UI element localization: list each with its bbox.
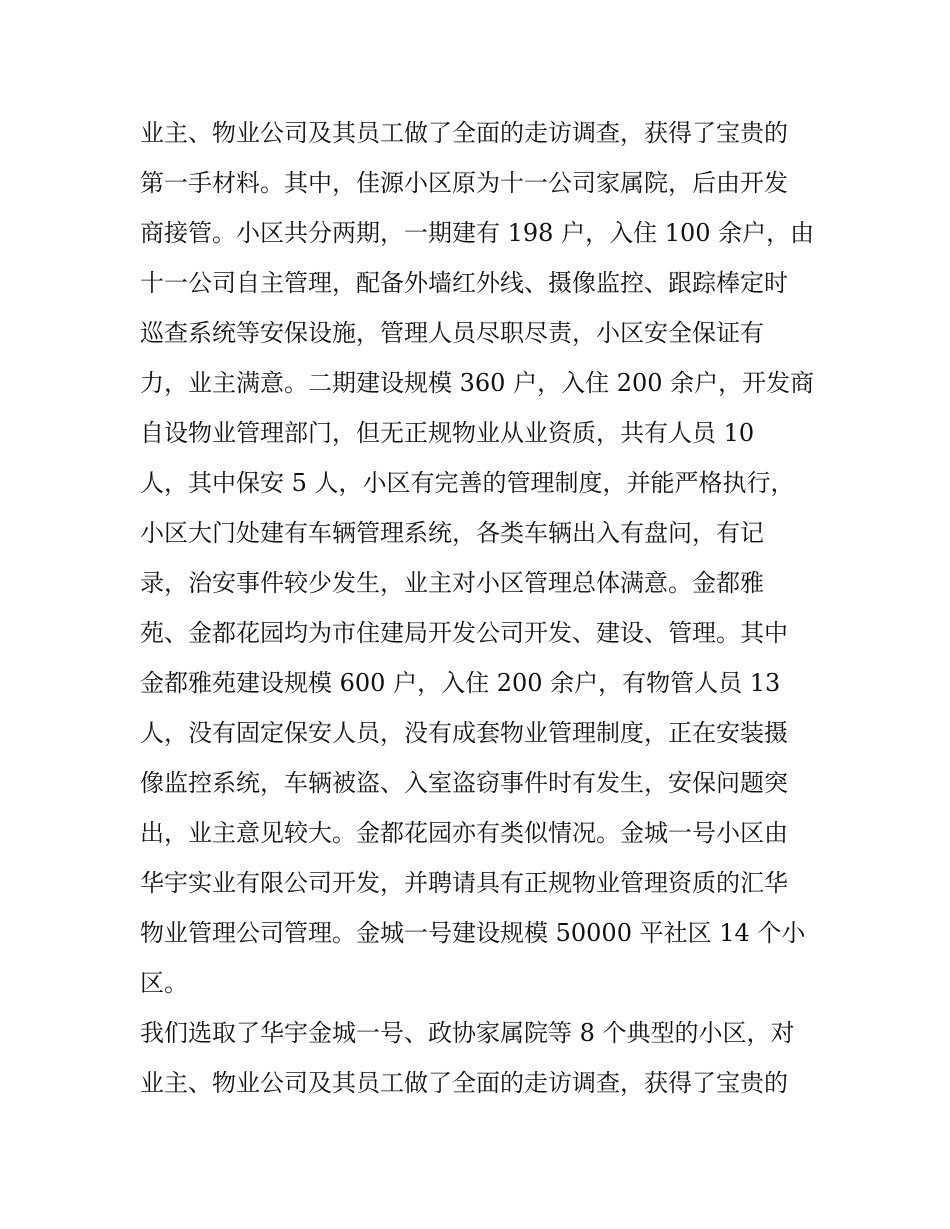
text-line: 力，业主满意。二期建设规模 360 户，入住 200 余户，开发商 (140, 369, 815, 397)
text-line: 业主、物业公司及其员工做了全面的走访调查，获得了宝贵的 (140, 119, 788, 147)
text-line: 区。 (140, 969, 188, 997)
text-line: 人，没有固定保安人员，没有成套物业管理制度，正在安装摄 (140, 719, 788, 747)
text-line: 金都雅苑建设规模 600 户，入住 200 余户，有物管人员 13 (140, 669, 781, 697)
text-line: 像监控系统，车辆被盗、入室盗窃事件时有发生，安保问题突 (140, 769, 788, 797)
text-line: 业主、物业公司及其员工做了全面的走访调查，获得了宝贵的 (140, 1069, 788, 1097)
text-line: 录，治安事件较少发生，业主对小区管理总体满意。金都雅 (140, 569, 764, 597)
text-line: 人，其中保安 5 人，小区有完善的管理制度，并能严格执行， (140, 469, 795, 497)
text-line: 物业管理公司管理。金城一号建设规模 50000 平社区 14 个小 (140, 919, 806, 947)
text-line: 我们选取了华宇金城一号、政协家属院等 8 个典型的小区，对 (140, 1019, 795, 1047)
text-line: 苑、金都花园均为市住建局开发公司开发、建设、管理。其中 (140, 619, 788, 647)
text-line: 华宇实业有限公司开发，并聘请具有正规物业管理资质的汇华 (140, 869, 788, 897)
text-line: 第一手材料。其中，佳源小区原为十一公司家属院，后由开发 (140, 169, 788, 197)
text-line: 自设物业管理部门，但无正规物业从业资质，共有人员 10 (140, 419, 755, 447)
text-line: 商接管。小区共分两期，一期建有 198 户，入住 100 余户，由 (140, 219, 815, 247)
body-text (140, 108, 820, 1108)
text-line: 十一公司自主管理，配备外墙红外线、摄像监控、跟踪棒定时 (140, 269, 788, 297)
text-line: 出，业主意见较大。金都花园亦有类似情况。金城一号小区由 (140, 819, 788, 847)
text-line: 小区大门处建有车辆管理系统，各类车辆出入有盘问，有记 (140, 519, 764, 547)
text-line: 巡查系统等安保设施，管理人员尽职尽责，小区安全保证有 (140, 319, 764, 347)
